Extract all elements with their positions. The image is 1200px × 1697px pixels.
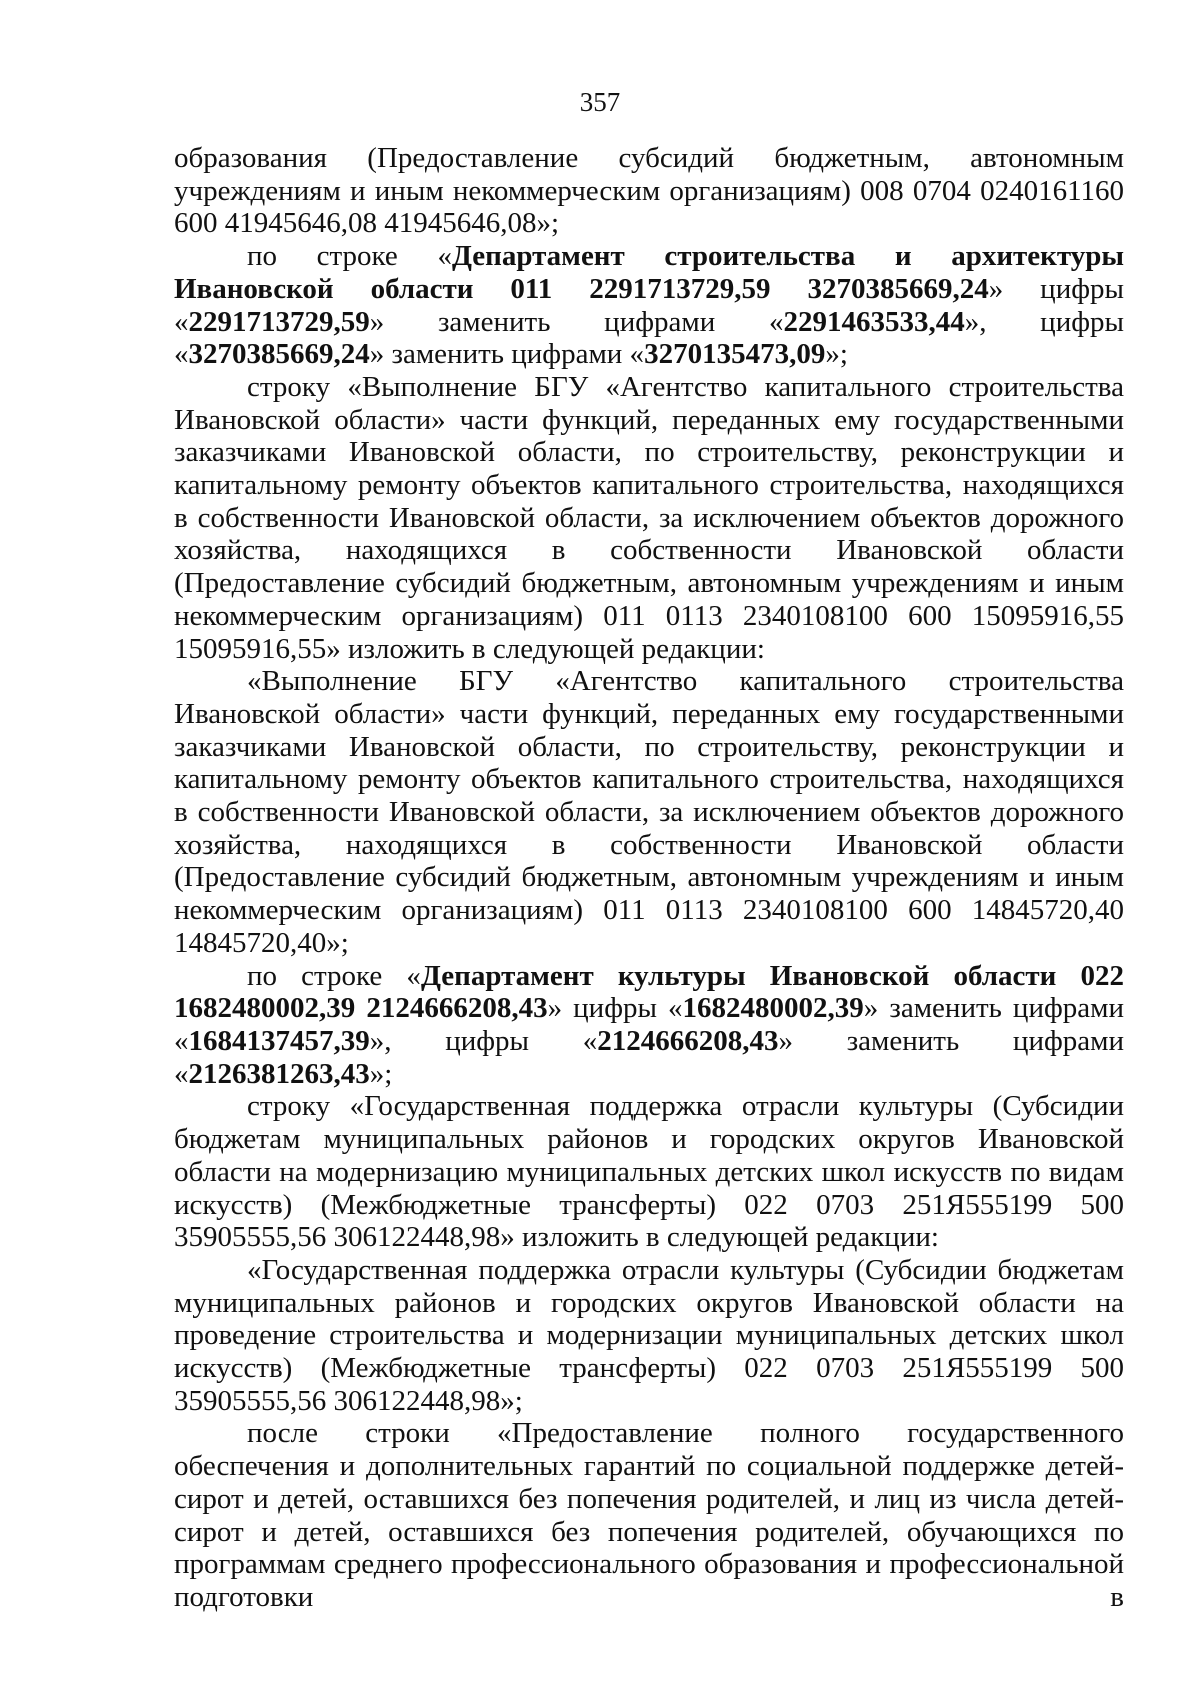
paragraph-text: после строки «Предоставление полного государственного обеспечения и дополнительных гарантий по социальной поддержке детей-сирот и детей, оставшихся без попечения родителей, и лиц из числа детей-сирот и детей, оставшихся без попечения родителей, обучающихся по программам среднего профессионального образования и профессиональной подготовки в bbox=[174, 1417, 1124, 1613]
text-segment: » заменить цифрами « bbox=[174, 992, 1125, 1057]
text-segment: » цифры « bbox=[547, 992, 683, 1025]
bold-segment: 1684137457,39 bbox=[188, 1024, 370, 1057]
paragraph-continuation bbox=[174, 142, 1124, 240]
page-number: 357 bbox=[579, 87, 621, 117]
text-segment: » заменить цифрами « bbox=[369, 338, 645, 371]
paragraph-text: «Государственная поддержка отрасли культуры (Субсидии бюджетам муниципальных районов и городских округов Ивановской области на проведение строительства и модернизации муниципальных детских школ искусств) (Межбюджетные трансферты) 022 0703 251Я555199 500 35905555,56 306122448,98»; bbox=[174, 1253, 1124, 1417]
bold-segment: Департамент культуры Ивановской области 022 1682480002,39 2124666208,43 bbox=[174, 959, 1124, 1025]
paragraph-after-line-orphans bbox=[174, 1417, 1124, 1613]
text-segment: по строке « bbox=[247, 959, 421, 992]
paragraph-new-line-culture-support bbox=[174, 1254, 1124, 1418]
document-body bbox=[174, 142, 1124, 1614]
text-segment: »; bbox=[369, 1057, 393, 1090]
paragraph-amendment-construction-department bbox=[174, 240, 1124, 371]
text-segment: по строке « bbox=[247, 240, 452, 273]
text-segment: », цифры « bbox=[369, 1024, 598, 1057]
bold-segment: 3270135473,09 bbox=[644, 338, 826, 371]
paragraph-old-line-culture-support bbox=[174, 1090, 1124, 1254]
text-segment: »; bbox=[825, 338, 848, 371]
paragraph-old-line-agency bbox=[174, 371, 1124, 665]
text-segment: » заменить цифрами « bbox=[369, 305, 784, 338]
text-segment: » цифры « bbox=[174, 272, 1124, 338]
bold-segment: 1682480002,39 bbox=[682, 992, 864, 1025]
bold-segment: Департамент строительства и архитектуры Ивановской области 011 2291713729,59 3270385669,24 bbox=[174, 240, 1124, 305]
paragraph-text: «Выполнение БГУ «Агентство капитального строительства Ивановской области» части функций, переданных ему государственными заказчиками Ивановской области, по строительству, реконструкции и капитальному ремонту объектов капитального строительства, находящихся в собственности Ивановской области, за исключением объектов дорожного хозяйства, находящихся в собственности Ивановской области (Предоставление субсидий бюджетным, автономным учреждениям и иным некоммерческим организациям) 011 0113 2340108100 600 14845720,40 14845720,40»; bbox=[174, 665, 1124, 959]
bold-segment: 2291713729,59 bbox=[188, 305, 370, 338]
paragraph-text: строку «Государственная поддержка отрасли культуры (Субсидии бюджетам муниципальных районов и городских округов Ивановской области на модернизацию муниципальных детских школ искусств по видам искусств) (Межбюджетные трансферты) 022 0703 251Я555199 500 35905555,56 306122448,98» изложить в следующей редакции: bbox=[174, 1090, 1124, 1254]
paragraph-text: образования (Предоставление субсидий бюджетным, автономным учреждениям и иным некоммерческим организациям) 008 0704 0240161160 600 41945646,08 41945646,08»; bbox=[174, 142, 1124, 240]
bold-segment: 2126381263,43 bbox=[188, 1057, 370, 1090]
paragraph-amendment-culture-department bbox=[174, 960, 1124, 1091]
paragraph-new-line-agency bbox=[174, 665, 1124, 959]
text-segment: » заменить цифрами « bbox=[174, 1024, 1124, 1090]
bold-segment: 2124666208,43 bbox=[597, 1024, 779, 1057]
bold-segment: 2291463533,44 bbox=[783, 305, 965, 338]
bold-segment: 3270385669,24 bbox=[188, 338, 370, 371]
paragraph-text: строку «Выполнение БГУ «Агентство капитального строительства Ивановской области» части функций, переданных ему государственными заказчиками Ивановской области, по строительству, реконструкции и капитальному ремонту объектов капитального строительства, находящихся в собственности Ивановской области, за исключением объектов дорожного хозяйства, находящихся в собственности Ивановской области (Предоставление субсидий бюджетным, автономным учреждениям и иным некоммерческим организациям) 011 0113 2340108100 600 15095916,55 15095916,55» изложить в следующей редакции: bbox=[174, 370, 1124, 665]
text-segment: », цифры « bbox=[174, 305, 1124, 371]
